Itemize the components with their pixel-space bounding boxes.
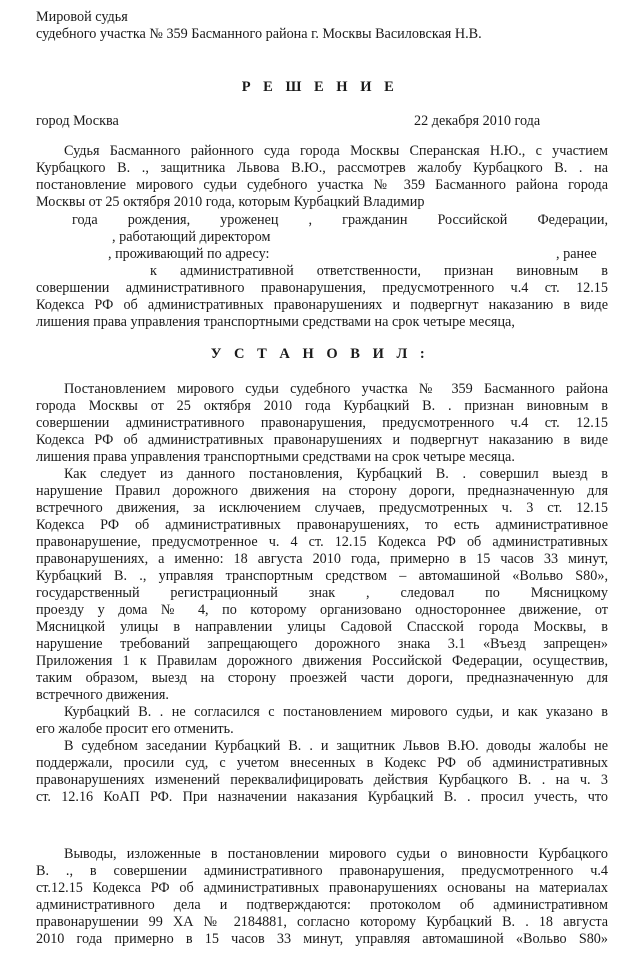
body-line: ст. 12.16 КоАП РФ. При назначении наказания Курбацкий В. . просил учесть, что	[36, 789, 608, 805]
body-line: Мясницкой улицы в направлении улицы Садовой Спасской города Москвы, в	[36, 619, 608, 635]
body-line: встречного движения.	[36, 687, 169, 703]
body-line: встречного движения, за исключением случаев, предусмотренных ч. 3 ст. 12.15	[36, 500, 608, 516]
body-line: нарушение требований запрещающего дорожного знака 3.1 «Въезд запрещен»	[36, 636, 608, 652]
body-line: лишения права управления транспортными средствами на срок четыре месяца.	[36, 449, 515, 465]
conclusion-line: ст.12.15 Кодекса РФ об административных правонарушениях основаны на материалах	[36, 880, 608, 896]
body-line: правонарушениях изменений переквалифицировать действия Курбацкого В. . на ч. 3	[36, 772, 608, 788]
intro-line: лишения права управления транспортными средствами на срок четыре месяца,	[36, 314, 515, 330]
conclusion-line: В. ., в совершении административного правонарушения, предусмотренного ч.4	[36, 863, 608, 879]
conclusion-line: административного дела и подтверждаются: протоколом об административном	[36, 897, 608, 913]
intro-line: к административной ответственности, признан виновным в	[150, 263, 608, 279]
conclusion-line: Выводы, изложенные в постановлении мирового судьи о виновности Курбацкого	[64, 846, 608, 862]
intro-line: Москвы от 25 октября 2010 года, которым Курбацкий Владимир	[36, 194, 425, 210]
body-line: города Москвы от 25 октября 2010 года Курбацкий В. . признан виновным в	[36, 398, 608, 414]
body-line: Кодекса РФ об административных правонарушениях и подвергнут наказанию в виде	[36, 432, 608, 448]
body-line: правонарушение, предусмотренное ч. 4 ст. 12.15 Кодекса РФ об административных	[36, 534, 608, 550]
body-line: Приложения 1 к Правилам дорожного движения Российской Федерации, осуществив,	[36, 653, 608, 669]
body-line: Постановлением мирового судьи судебного участка № 359 Басманного района	[64, 381, 608, 397]
intro-line: Судья Басманного районного суда города Москвы Сперанская Н.Ю., с участием	[64, 143, 608, 159]
intro-line: , проживающий по адресу:	[108, 246, 270, 262]
place: город Москва	[36, 113, 119, 129]
header-line-2: судебного участка № 359 Басманного района г. Москвы Василовская Н.В.	[36, 26, 482, 42]
body-line: Курбацкий В. ., управляя транспортным средством – автомашиной «Вольво S80»,	[36, 568, 608, 584]
body-line: поддержали, просили суд, с учетом внесенных в Кодекс РФ об административных	[36, 755, 608, 771]
body-line: В судебном заседании Курбацкий В. . и защитник Львов В.Ю. доводы жалобы не	[64, 738, 608, 754]
intro-line: года рождения, уроженец , гражданин Российской Федерации,	[72, 212, 608, 228]
intro-line: совершении административного правонарушения, предусмотренного ч.4 ст. 12.15	[36, 280, 608, 296]
section-heading: У С Т А Н О В И Л :	[210, 346, 430, 362]
date: 22 декабря 2010 года	[414, 113, 541, 129]
conclusion-line: 2010 года примерно в 15 часов 33 минут, управляя автомашиной «Вольво S80»	[36, 931, 608, 947]
body-line: проезду у дома № 4, по которому организовано одностороннее движение, от	[36, 602, 608, 618]
body-line: нарушение Правил дорожного движения на сторону дороги, предназначенную для	[36, 483, 608, 499]
intro-line: Кодекса РФ об административных правонарушениях и подвергнут наказанию в виде	[36, 297, 608, 313]
conclusion-line: правонарушении 99 ХА № 2184881, согласно которому Курбацкий В. . 18 августа	[36, 914, 608, 930]
body-line: государственный регистрационный знак , следовал по Мясницкому	[36, 585, 608, 601]
body-line: Курбацкий В. . не согласился с постановлением мирового судьи, и как указано в	[64, 704, 608, 720]
intro-line: постановление мирового судьи судебного участка № 359 Басманного района города	[36, 177, 608, 193]
header-line-1: Мировой судья	[36, 9, 128, 25]
intro-line: , работающий директором	[112, 229, 271, 245]
body-line: таким образом, выезд на сторону проезжей части дороги, предназначенную для	[36, 670, 608, 686]
body-line: его жалобе просит его отменить.	[36, 721, 234, 737]
document-title: Р Е Ш Е Н И Е	[241, 79, 399, 95]
body-line: Как следует из данного постановления, Курбацкий В. . совершил выезд в	[64, 466, 608, 482]
body-line: совершении административного правонарушения, предусмотренного ч.4 ст. 12.15	[36, 415, 608, 431]
intro-line: , ранее	[556, 246, 597, 262]
body-line: Кодекса РФ об административных правонарушениях, то есть административное	[36, 517, 608, 533]
body-line: правонарушениях, а именно: 18 августа 2010 года, примерно в 15 часов 33 минут,	[36, 551, 608, 567]
intro-line: Курбацкого В. ., защитника Львова В.Ю., рассмотрев жалобу Курбацкого В. . на	[36, 160, 608, 176]
